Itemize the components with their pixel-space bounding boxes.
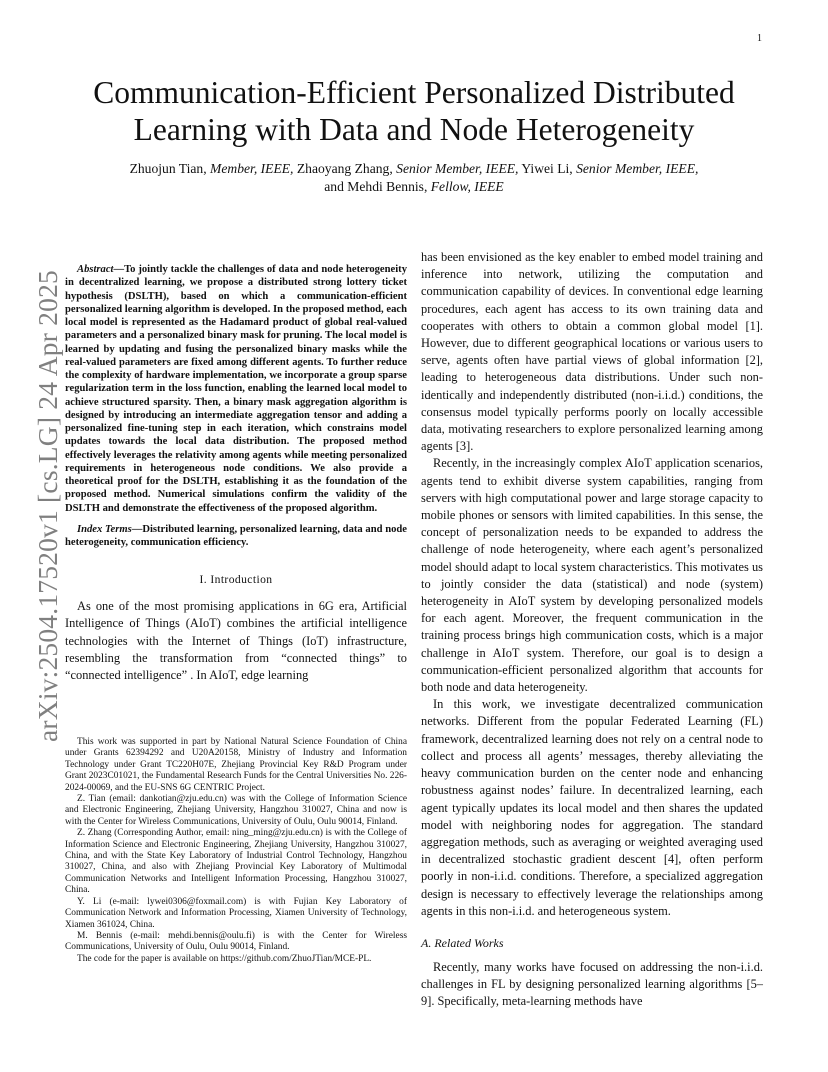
arxiv-stamp: arXiv:2504.17520v1 [cs.LG] 24 Apr 2025 — [32, 270, 63, 742]
body-paragraph: In this work, we investigate decentralized communication networks. Different from the popular Federated Learning (FL) framework, decentralized learning does not rely on a central node to collect and process all agents’ messages, thereby alleviating the heavy communication burden on the center node and enhancing robustness against nodes’ failure. In decentralized learning, each agent typically updates its local model and then shares the updated model with neighboring nodes for aggregation. The standard aggregation methods, such as averaging or weighted averaging used in decentralized stochastic gradient descent [4], often perform poorly in non-i.i.d. conditions. Therefore, a specialized aggregation design is necessary to effectively leverage the relationships among agents in this non-i.i.d. and heterogeneous system. — [421, 697, 763, 918]
footnotes — [65, 737, 407, 965]
footnote-author-li: Y. Li (e-mail: lywei0306@foxmail.com) is with Fujian Key Laboratory of Communication Network and Information Processing, Xiamen University of Technology, Xiamen 361024, China. — [65, 896, 407, 930]
section-heading-introduction: I. Introduction — [199, 573, 273, 587]
abstract-lead: Abstract — [77, 264, 114, 275]
author-role: Member, IEEE, — [210, 161, 294, 176]
abstract — [65, 263, 407, 515]
title-line-1: Communication-Efficient Personalized Distributed — [93, 75, 735, 110]
index-terms-lead: Index Terms — [77, 523, 132, 535]
body-paragraph: Recently, in the increasingly complex AIoT application scenarios, agents tend to exhibit diverse system capabilities, ranging from servers with high computational power and large storage capacity to mobile phones or sensors with limited capabilities. In this sense, the concept of personalization needs to be expanded to address the challenge of node heterogeneity, where each agent’s personalized model should adapt to local system characteristics. This motivates us to jointly consider the data (statistical) and node (system) heterogeneity in AIoT system by developing personalized models for each agent. Moreover, the frequent communication in the training process brings high communication costs, which is a major challenge in AIoT system. Therefore, our goal is to design a communication-efficient personalized algorithm that accounts for both node and data heterogeneity. — [421, 456, 763, 695]
author-role: Fellow, IEEE — [430, 179, 504, 194]
left-column — [65, 263, 407, 684]
author-name: Yiwei Li, — [518, 161, 577, 176]
author-name: Zhuojun Tian, — [129, 161, 211, 176]
abstract-text: —To jointly tackle the challenges of data and node heterogeneity in decentralized learning, we propose a distributed strong lottery ticket hypothesis (DSLTH), based on which a communication-efficient personalized learning algorithm is developed. In the proposed method, each local model is represented as the Hadamard product of global real-valued parameters and a personalized binary mask for pruning. The local model is learned by updating and fusing the personalized binary masks while the real-valued parameters are fixed among different agents. To further reduce the complexity of hardware implementation, we incorporate a group sparse regularization term in the loss function, enabling the learned local model to achieve structured sparsity. Then, a binary mask aggregation algorithm is designed by introducing an intermediate aggregation tensor and adding a personalized fine-tuning step in each iteration, which constrains model updates towards the local data distribution. The proposed method effectively leverages the relativity among agents while meeting personalized requirements in heterogeneous node conditions. We also provide a theoretical proof for the DSLTH, establishing it as the foundation of the proposed method. Numerical simulations confirm the validity of the DSLTH and demonstrate the effectiveness of the proposed algorithm. — [65, 264, 407, 514]
footnote-author-bennis: M. Bennis (e-mail: mehdi.bennis@oulu.fi) is with the Center for Wireless Communications, University of Oulu, Oulu 90014, Finland. — [65, 930, 407, 953]
right-column — [421, 249, 763, 1011]
author-name: Zhaoyang Zhang, — [293, 161, 397, 176]
index-terms-text: —Distributed learning, personalized learning, data and node heterogeneity, communication efficiency. — [65, 523, 407, 548]
related-works-paragraph: Recently, many works have focused on addressing the non-i.i.d. challenges in FL by designing personalized learning algorithms [5–9]. Specifically, meta-learning methods have — [421, 959, 763, 1009]
footnote-author-tian: Z. Tian (email: dankotian@zju.edu.cn) was with the College of Information Science and Electronic Engineering, Zhejiang University, Hangzhou 310027, China and now is with the Center for Wireless Communications, University of Oulu, Oulu 90014, Finland. — [65, 794, 407, 827]
footnote-funding: This work was supported in part by National Natural Science Foundation of China under Grants 62394292 and U20A20158, Ministry of Industry and Information Technology under Grant TC220H07E, Zhejiang Provincial Key R&D Program under Grant 2023C01021, the Fundamental Research Funds for the Central Universities No. 226-2024-00069, and the EU-SNS 6G CENTRIC Project. — [65, 737, 407, 793]
author-name: and Mehdi Bennis, — [324, 179, 431, 194]
subsection-heading-related-works: A. Related Works — [421, 935, 504, 950]
author-list — [60, 160, 768, 196]
index-terms — [65, 523, 407, 550]
footnote-author-zhang: Z. Zhang (Corresponding Author, email: ning_ming@zju.edu.cn) is with the College of Information Science and Electronic Engineering, Zhejiang University, Hangzhou 310027, China, and with the State Key Laboratory of Industrial Control Technology, Hangzhou 310027, China, and also with Zhejiang Provincial Key Laboratory of Multimodal Communication Networks and Intelligent Information Processing, Hangzhou 310027, China. — [65, 828, 407, 896]
paper-title — [60, 74, 768, 148]
author-role: Senior Member, IEEE, — [396, 161, 519, 176]
page-number: 1 — [757, 33, 762, 44]
author-role: Senior Member, IEEE, — [576, 161, 699, 176]
body-paragraph: has been envisioned as the key enabler to embed model training and inference into network, utilizing the computation and communication capability of devices. In conventional edge learning procedures, each agent has access to its own training data and cooperates with others to obtain a common global model [1]. However, due to different geographical locations or various users to serve, agents often have partial views of global information [2], leading to heterogeneous data distributions. Under such non-identically and independently distributed (non-i.i.d.) conditions, the consensus model typically performs poorly on locally accessible data, motivating researchers to explore personalized learning among agents [3]. — [421, 250, 763, 454]
intro-paragraph: As one of the most promising applications in 6G era, Artificial Intelligence of Things (AIoT) combines the artificial intelligence technologies with the Internet of Things (IoT) infrastructure, resembling the transformation from “connected things” to “connected intelligence” . In AIoT, edge learning — [65, 599, 407, 683]
footnote-code: The code for the paper is available on https://github.com/ZhuoJTian/MCE-PL. — [77, 953, 372, 964]
title-line-2: Learning with Data and Node Heterogeneity — [133, 112, 695, 147]
